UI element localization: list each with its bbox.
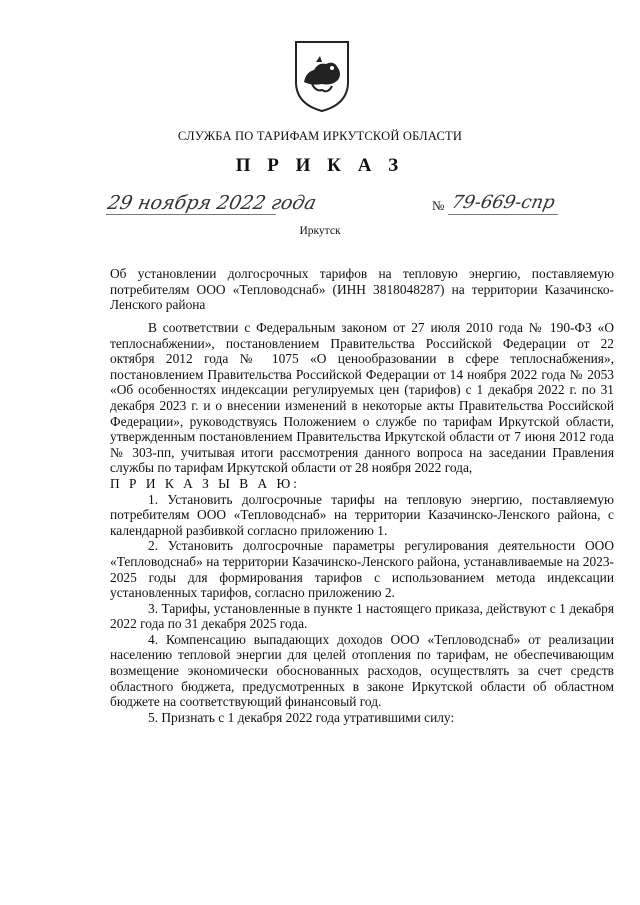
item-3: 3. Тарифы, установленные в пункте 1 настоящего приказа, действуют с 1 декабря 2022 года по 31 декабря 2025 года. xyxy=(110,600,614,632)
item-4: 4. Компенсацию выпадающих доходов ООО «Тепловодснаб» от реализации населению тепловой энергии для целей отопления по тарифам, не обеспечивающим возмещение экономически обоснованных расходов, осуществлять за счет средств областного бюджета, предусмотренных в законе Иркутской области об областном бюджете на соответствующий финансовый год. xyxy=(110,631,614,710)
decree-word: П Р И К А З Ы В А Ю: xyxy=(110,475,300,491)
item-2: 2. Установить долгосрочные параметры регулирования деятельности ООО «Тепловодснаб» на территории Казачинско-Ленского района, устанавливаемые на 2023-2025 годы для формирования тарифов с использованием метода индексации установленных тарифов, согласно приложению 2. xyxy=(110,538,614,601)
city-name: Иркутск xyxy=(299,225,341,237)
agency-name: СЛУЖБА ПО ТАРИФАМ ИРКУТСКОЙ ОБЛАСТИ xyxy=(177,129,463,143)
handwritten-date: 29 ноября 2022 года xyxy=(105,192,319,214)
number-label: № xyxy=(432,198,445,213)
order-body xyxy=(110,320,614,725)
item-1: 1. Установить долгосрочные тарифы на тепловую энергию, поставляемую потребителям ООО «Тепловодснаб» на территории Казачинско-Ленского района, с календарной разбивкой согласно приложению 1. xyxy=(110,491,614,538)
preamble-paragraph: В соответствии с Федеральным законом от 27 июля 2010 года № 190-ФЗ «О теплоснабжении», постановлением Правительства Российской Федерации от 22 октября 2012 года № 1075 «О ценообразовании в сфере теплоснабжения», постановлением Правительства Российской Федерации от 14 ноября 2022 года № 2053 «Об особенностях индексации регулируемых цен (тарифов) с 1 декабря 2022 г. по 31 декабря 2023 г. и о внесении изменений в некоторые акты Правительства Российской Федерации», руководствуясь Положением о службе по тарифам Иркутской области, утвержденным постановлением Правительства Иркутской области от 7 июня 2012 года № 303-пп, учитывая итоги рассмотрения данного вопроса на заседании Правления службы по тарифам Иркутской области от 28 ноября 2022 года, xyxy=(110,320,614,476)
date-underline xyxy=(106,214,276,215)
number-underline xyxy=(448,214,558,215)
item-5: 5. Признать с 1 декабря 2022 года утратившими силу: xyxy=(148,709,455,725)
handwritten-number: 79-669-спр xyxy=(449,192,557,213)
coat-of-arms-emblem xyxy=(292,38,352,114)
order-title: П Р И К А З xyxy=(235,155,405,176)
order-heading: Об установлении долгосрочных тарифов на тепловую энергию, поставляемую потребителям ООО «Тепловодснаб» (ИНН 3818048287) на территории Казачинско-Ленского района xyxy=(110,266,614,313)
